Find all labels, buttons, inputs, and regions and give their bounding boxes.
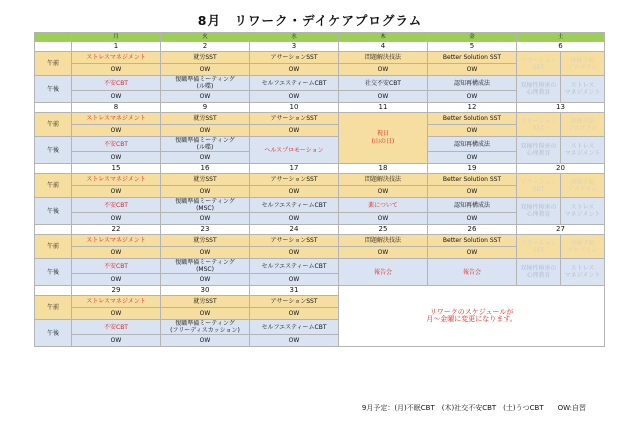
- date-row-label: [35, 286, 72, 296]
- session-cell: OW: [428, 91, 517, 103]
- session-cell: セルフエスティームCBT: [250, 198, 339, 213]
- am-label: 午前: [35, 235, 72, 259]
- session-cell: 復職準備ミーティング (ル喋): [161, 137, 250, 152]
- date-row: [35, 286, 605, 296]
- session-cell: OW: [161, 125, 250, 137]
- session-cell: 不安CBT: [72, 320, 161, 335]
- session-cell: 就労SST: [161, 235, 250, 247]
- session-cell: OW: [72, 186, 161, 198]
- date-cell: 12: [428, 103, 517, 113]
- session-cell: OW: [428, 64, 517, 76]
- session-cell: 復職準備ミーティング (MSC): [161, 198, 250, 213]
- saturday-session-cell: 体操予防 プログラム: [561, 52, 605, 76]
- saturday-session-cell: ストレス マネジメント: [561, 76, 605, 103]
- date-row-label: [35, 225, 72, 235]
- session-cell: OW: [72, 64, 161, 76]
- saturday-session-cell: 双極性障害の 心理教育: [517, 198, 561, 225]
- session-cell: OW: [72, 125, 161, 137]
- date-cell: 24: [250, 225, 339, 235]
- session-cell: アサーションSST: [250, 113, 339, 125]
- session-cell: OW: [250, 64, 339, 76]
- session-cell: OW: [250, 308, 339, 320]
- session-row: [35, 52, 605, 64]
- saturday-session-cell: ストレス マネジメント: [561, 198, 605, 225]
- date-cell: 5: [428, 42, 517, 52]
- weekday-header: 土: [517, 33, 605, 42]
- am-label: 午前: [35, 296, 72, 320]
- session-cell: OW: [339, 186, 428, 198]
- pm-label: 午後: [35, 137, 72, 164]
- session-cell: 認知再構成法: [428, 137, 517, 152]
- session-cell: OW: [161, 186, 250, 198]
- date-row: [35, 42, 605, 52]
- session-cell: Better Solution SST: [428, 235, 517, 247]
- session-cell: 報告会: [428, 259, 517, 286]
- weekday-header-row: [35, 33, 605, 42]
- session-cell: セルフエスティームCBT: [250, 76, 339, 91]
- date-cell: 19: [428, 164, 517, 174]
- session-cell: 不安CBT: [72, 198, 161, 213]
- date-cell: 15: [72, 164, 161, 174]
- session-cell: 認知再構成法: [428, 76, 517, 91]
- session-cell: 不安CBT: [72, 137, 161, 152]
- date-row: [35, 103, 605, 113]
- session-cell: 復職準備ミーティング (フリーディスカッション): [161, 320, 250, 335]
- weekday-header: 月: [72, 33, 161, 42]
- session-cell: ストレスマネジメント: [72, 235, 161, 247]
- session-cell: OW: [161, 308, 250, 320]
- date-cell: 13: [517, 103, 605, 113]
- session-cell: 就労SST: [161, 174, 250, 186]
- session-cell: ストレスマネジメント: [72, 296, 161, 308]
- saturday-session-cell: 双極性障害の 心理教育: [517, 137, 561, 164]
- session-cell: OW: [250, 186, 339, 198]
- date-cell: 10: [250, 103, 339, 113]
- session-cell: OW: [250, 335, 339, 347]
- session-cell: OW: [250, 125, 339, 137]
- header-corner: [35, 33, 72, 42]
- session-row: [35, 174, 605, 186]
- date-cell: 30: [161, 286, 250, 296]
- date-row: [35, 164, 605, 174]
- date-cell: 2: [161, 42, 250, 52]
- date-cell: 3: [250, 42, 339, 52]
- weekday-header: 木: [339, 33, 428, 42]
- session-cell: OW: [250, 213, 339, 225]
- date-cell: 6: [517, 42, 605, 52]
- session-cell: OW: [428, 213, 517, 225]
- session-cell: OW: [72, 274, 161, 286]
- date-cell: 26: [428, 225, 517, 235]
- am-label: 午前: [35, 174, 72, 198]
- date-cell: 16: [161, 164, 250, 174]
- session-cell: OW: [339, 91, 428, 103]
- date-row-label: [35, 164, 72, 174]
- session-cell: OW: [72, 152, 161, 164]
- weekday-header: 金: [428, 33, 517, 42]
- session-cell: OW: [250, 274, 339, 286]
- session-cell: アサーションSST: [250, 235, 339, 247]
- session-cell: 就労SST: [161, 52, 250, 64]
- weekday-header: 水: [250, 33, 339, 42]
- session-cell: アサーションSST: [250, 52, 339, 64]
- session-cell: OW: [161, 335, 250, 347]
- session-cell: 社交不安CBT: [339, 76, 428, 91]
- saturday-session-cell: アサーション SST: [517, 52, 561, 76]
- saturday-session-cell: 体操予防 プログラム: [561, 174, 605, 198]
- holiday-cell: 祝日 (山の日): [339, 113, 428, 164]
- pm-label: 午後: [35, 76, 72, 103]
- session-cell: Better Solution SST: [428, 113, 517, 125]
- session-cell: OW: [161, 91, 250, 103]
- session-cell: 問題解決技法: [339, 52, 428, 64]
- date-cell: 31: [250, 286, 339, 296]
- saturday-session-cell: アサーション SST: [517, 113, 561, 137]
- saturday-session-cell: 体操予防 プログラム: [561, 235, 605, 259]
- session-cell: Better Solution SST: [428, 52, 517, 64]
- session-row: [35, 235, 605, 247]
- session-cell: OW: [72, 308, 161, 320]
- session-cell: ストレスマネジメント: [72, 113, 161, 125]
- session-cell: OW: [161, 247, 250, 259]
- date-cell: 17: [250, 164, 339, 174]
- page-title: 8月 リワーク・デイケアプログラム: [197, 13, 423, 28]
- session-cell: アサーションSST: [250, 296, 339, 308]
- saturday-session-cell: 体操予防 プログラム: [561, 113, 605, 137]
- date-cell: 18: [339, 164, 428, 174]
- session-cell: 報告会: [339, 259, 428, 286]
- session-cell: OW: [250, 247, 339, 259]
- schedule-change-notice: [339, 286, 605, 347]
- session-cell: OW: [161, 274, 250, 286]
- session-cell: OW: [72, 335, 161, 347]
- session-cell: 不安CBT: [72, 76, 161, 91]
- session-cell: OW: [428, 152, 517, 164]
- date-row-label: [35, 103, 72, 113]
- date-row-label: [35, 42, 72, 52]
- notice-line-1: リワークのスケジュールが: [429, 308, 514, 316]
- session-cell: ストレスマネジメント: [72, 52, 161, 64]
- pm-label: 午後: [35, 259, 72, 286]
- session-cell: OW: [250, 91, 339, 103]
- session-cell: OW: [428, 186, 517, 198]
- session-cell: 薬について: [339, 198, 428, 213]
- session-row: [35, 113, 605, 125]
- session-cell: OW: [72, 91, 161, 103]
- session-cell: 就労SST: [161, 296, 250, 308]
- session-cell: OW: [428, 125, 517, 137]
- session-cell: セルフエスティームCBT: [250, 320, 339, 335]
- session-cell: OW: [161, 152, 250, 164]
- session-row: [35, 76, 605, 91]
- session-cell: ストレスマネジメント: [72, 174, 161, 186]
- date-cell: 4: [339, 42, 428, 52]
- date-cell: 25: [339, 225, 428, 235]
- session-row: [35, 198, 605, 213]
- am-label: 午前: [35, 52, 72, 76]
- date-cell: 22: [72, 225, 161, 235]
- saturday-session-cell: ストレス マネジメント: [561, 259, 605, 286]
- session-cell: OW: [72, 247, 161, 259]
- am-label: 午前: [35, 113, 72, 137]
- session-cell: 就労SST: [161, 113, 250, 125]
- session-cell: 問題解決技法: [339, 235, 428, 247]
- session-cell: 問題解決技法: [339, 174, 428, 186]
- session-cell: OW: [428, 247, 517, 259]
- date-cell: 29: [72, 286, 161, 296]
- session-cell: 認知再構成法: [428, 198, 517, 213]
- weekday-header: 火: [161, 33, 250, 42]
- session-cell: OW: [161, 64, 250, 76]
- session-cell: 復職準備ミーティング (MSC): [161, 259, 250, 274]
- pm-label: 午後: [35, 320, 72, 347]
- session-cell: 復職準備ミーティング (ル喋): [161, 76, 250, 91]
- session-cell: 不安CBT: [72, 259, 161, 274]
- saturday-session-cell: アサーション SST: [517, 174, 561, 198]
- session-cell: OW: [339, 64, 428, 76]
- schedule-table: [34, 32, 605, 347]
- date-cell: 8: [72, 103, 161, 113]
- session-row: [35, 259, 605, 274]
- saturday-session-cell: 双極性障害の 心理教育: [517, 76, 561, 103]
- session-cell: ヘルスプロモーション: [250, 137, 339, 164]
- saturday-session-cell: 双極性障害の 心理教育: [517, 259, 561, 286]
- date-cell: 1: [72, 42, 161, 52]
- session-cell: OW: [339, 213, 428, 225]
- saturday-session-cell: アサーション SST: [517, 235, 561, 259]
- notice-line-2: 月～金曜に変更になります。: [426, 315, 517, 323]
- date-cell: 20: [517, 164, 605, 174]
- session-cell: アサーションSST: [250, 174, 339, 186]
- date-cell: 27: [517, 225, 605, 235]
- session-cell: OW: [339, 247, 428, 259]
- footer-note: 9月予定：(月)不眠CBT (木)社交不安CBT (土)うつCBT OW:自習: [361, 404, 586, 412]
- session-cell: セルフエスティームCBT: [250, 259, 339, 274]
- pm-label: 午後: [35, 198, 72, 225]
- date-cell: 23: [161, 225, 250, 235]
- date-cell: 11: [339, 103, 428, 113]
- session-row: [35, 137, 605, 152]
- session-cell: Better Solution SST: [428, 174, 517, 186]
- session-cell: OW: [161, 213, 250, 225]
- saturday-session-cell: ストレス マネジメント: [561, 137, 605, 164]
- session-cell: OW: [72, 213, 161, 225]
- date-row: [35, 225, 605, 235]
- date-cell: 9: [161, 103, 250, 113]
